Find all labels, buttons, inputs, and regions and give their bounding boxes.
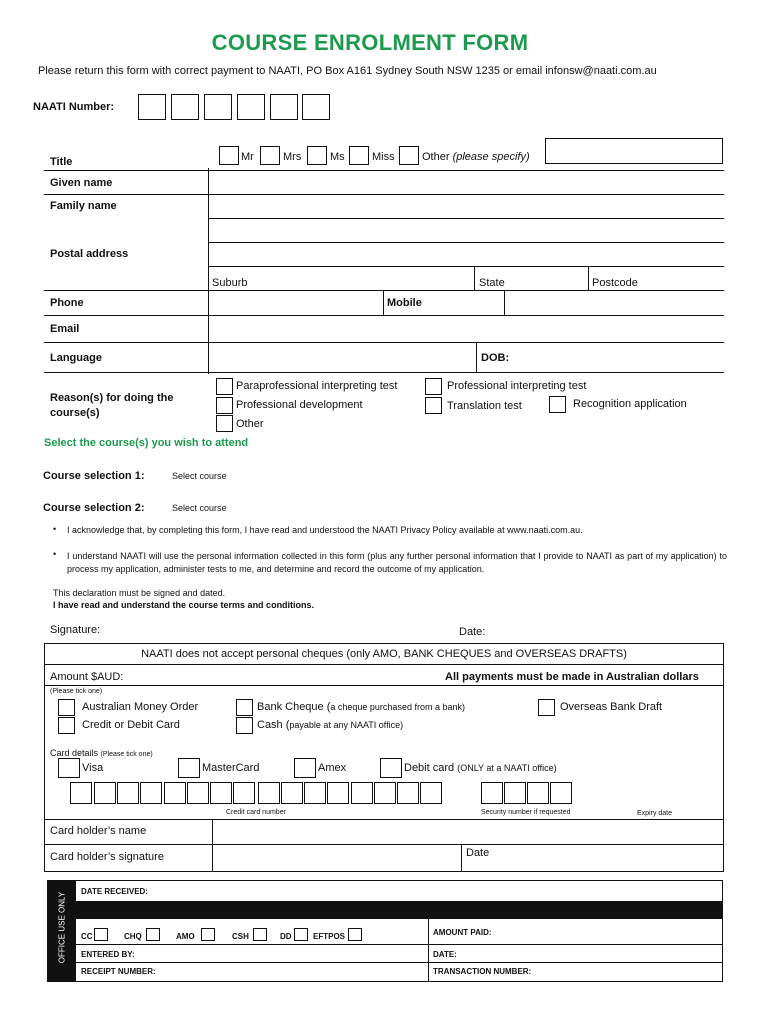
overseas-draft-label: Overseas Bank Draft [560, 701, 663, 713]
csh-label: CSH [232, 932, 249, 941]
office-use-section [75, 880, 723, 982]
card-holder-signature-label: Card holder’s signature [50, 851, 164, 863]
office-cc-checkbox[interactable] [94, 928, 108, 941]
title-other-input[interactable] [545, 138, 723, 164]
title-label: Title [50, 156, 73, 168]
security-number-digit[interactable] [550, 782, 572, 804]
card-number-caption: Credit card number [226, 809, 286, 816]
language-label: Language [50, 352, 102, 364]
title-miss-checkbox[interactable] [349, 146, 369, 165]
card-number-digit[interactable] [327, 782, 349, 804]
naati-number-digit[interactable] [270, 94, 298, 120]
credit-debit-checkbox[interactable] [58, 717, 75, 734]
title-ms-checkbox[interactable] [307, 146, 327, 165]
bank-cheque-note: a cheque purchased from a bank) [330, 702, 465, 712]
expiry-caption: Expiry date [637, 810, 673, 817]
debit-card-note: (ONLY at a NAATI office) [457, 763, 557, 773]
reason-translation-checkbox[interactable] [425, 397, 442, 414]
naati-number-digit[interactable] [171, 94, 199, 120]
debit-card-text: Debit card [404, 762, 455, 774]
tick-one-note: (Please tick one) [50, 688, 103, 695]
naati-number-digit[interactable] [237, 94, 265, 120]
reason-translation-label: Translation test [447, 400, 522, 412]
card-number-digit[interactable] [140, 782, 162, 804]
reason-professional-interpreting-checkbox[interactable] [425, 378, 442, 395]
bank-cheque-label [257, 701, 465, 713]
amex-checkbox[interactable] [294, 758, 316, 778]
naati-number-digit[interactable] [302, 94, 330, 120]
cash-text: Cash ( [257, 719, 290, 731]
bank-cheque-text: Bank Cheque ( [257, 701, 331, 713]
office-dd-checkbox[interactable] [294, 928, 308, 941]
payment-notice: NAATI does not accept personal cheques (only AMO, BANK CHEQUES and OVERSEAS DRAFTS) [141, 648, 627, 660]
office-dark-bar [75, 901, 723, 919]
postal-address-label: Postal address [50, 248, 129, 260]
title-other-label [422, 151, 530, 163]
title-mrs-checkbox[interactable] [260, 146, 280, 165]
card-holder-name-label: Card holder’s name [50, 825, 147, 837]
given-name-label: Given name [50, 177, 113, 189]
cash-note: payable at any NAATI office) [289, 720, 404, 730]
card-number-digit[interactable] [94, 782, 116, 804]
amo-label: Australian Money Order [82, 701, 199, 713]
course-selection-1-dropdown[interactable]: Select course [172, 471, 227, 481]
reason-professional-development-label: Professional development [236, 399, 363, 411]
card-number-digit[interactable] [258, 782, 280, 804]
visa-label: Visa [82, 762, 104, 774]
reason-other-checkbox[interactable] [216, 415, 233, 432]
amo-office-label: AMO [176, 932, 195, 941]
declaration-bullet-icon: • [53, 549, 57, 559]
reason-other-label: Other [236, 418, 264, 430]
phone-label: Phone [50, 297, 84, 309]
office-chq-checkbox[interactable] [146, 928, 160, 941]
title-mr-checkbox[interactable] [219, 146, 239, 165]
declaration-date-label: Date: [459, 626, 486, 638]
card-number-digit[interactable] [70, 782, 92, 804]
security-number-digit[interactable] [527, 782, 549, 804]
postal-address-input[interactable] [210, 219, 722, 265]
declaration-terms: I have read and understand the course terms and conditions. [53, 600, 315, 610]
declaration-note: This declaration must be signed and dated. [53, 588, 226, 598]
chq-label: CHQ [124, 932, 142, 941]
card-holder-name-input[interactable] [214, 820, 722, 843]
given-name-input[interactable] [210, 171, 722, 193]
declaration-bullet-icon: • [53, 524, 57, 534]
card-number-digit[interactable] [164, 782, 186, 804]
declaration-use: I understand NAATI will use the personal information collected in this form (plus any further personal information that I provide to NAATI as part of my application) to process my application, administer tests to me, and determine and record the outcome of my application. [67, 551, 727, 574]
amo-checkbox[interactable] [58, 699, 75, 716]
office-date-label: DATE: [433, 950, 457, 959]
course-selection-1-label: Course selection 1: [43, 470, 145, 482]
title-miss-label: Miss [372, 151, 395, 163]
naati-number-digit[interactable] [138, 94, 166, 120]
cash-label [257, 719, 403, 731]
mobile-label: Mobile [387, 297, 422, 309]
reason-paraprofessional-checkbox[interactable] [216, 378, 233, 395]
title-other-text: Other [422, 151, 450, 163]
receipt-number-label: RECEIPT NUMBER: [81, 967, 156, 976]
email-label: Email [50, 323, 80, 335]
form-subtitle: Please return this form with correct payment to NAATI, PO Box A161 Sydney South NSW 1235 or email infonsw@naati.com.au [38, 65, 657, 77]
card-number-digit[interactable] [374, 782, 396, 804]
office-amo-checkbox[interactable] [201, 928, 215, 941]
date-received-label: DATE RECEIVED: [81, 887, 148, 896]
mastercard-checkbox[interactable] [178, 758, 200, 778]
declaration-privacy: I acknowledge that, by completing this form, I have read and understood the NAATI Privacy Policy available at www.naati.com.au. [67, 525, 583, 535]
transaction-number-label: TRANSACTION NUMBER: [433, 967, 532, 976]
state-label: State [479, 277, 505, 289]
amex-label: Amex [318, 762, 347, 774]
course-selection-2-dropdown[interactable]: Select course [172, 503, 227, 513]
card-number-digit[interactable] [187, 782, 209, 804]
card-number-digit[interactable] [281, 782, 303, 804]
dd-label: DD [280, 932, 292, 941]
courses-heading: Select the course(s) you wish to attend [44, 437, 249, 449]
course-selection-2-label: Course selection 2: [43, 502, 145, 514]
naati-number-digit[interactable] [204, 94, 232, 120]
cash-checkbox[interactable] [236, 717, 253, 734]
reason-paraprofessional-label: Paraprofessional interpreting test [236, 380, 398, 392]
security-number-digit[interactable] [481, 782, 503, 804]
office-eftpos-checkbox[interactable] [348, 928, 362, 941]
mastercard-label: MasterCard [202, 762, 260, 774]
card-holder-date-label: Date [466, 847, 490, 859]
title-mrs-label: Mrs [283, 151, 302, 163]
title-mr-label: Mr [241, 151, 254, 163]
card-number-digit[interactable] [420, 782, 442, 804]
title-ms-label: Ms [330, 151, 345, 163]
naati-number-label: NAATI Number: [33, 101, 115, 113]
family-name-input[interactable] [210, 195, 722, 217]
card-details-text: Card details [50, 748, 99, 758]
eftpos-label: EFTPOS [313, 932, 346, 941]
dob-label: DOB: [481, 352, 510, 364]
card-number-digit[interactable] [117, 782, 139, 804]
debit-card-label [404, 762, 557, 774]
family-name-label: Family name [50, 200, 117, 212]
reason-professional-development-checkbox[interactable] [216, 397, 233, 414]
reason-recognition-label: Recognition application [573, 398, 687, 410]
entered-by-label: ENTERED BY: [81, 950, 135, 959]
amount-paid-label: AMOUNT PAID: [433, 928, 492, 937]
security-number-caption: Security number if requested [481, 809, 571, 816]
cc-label: CC [81, 932, 93, 941]
visa-checkbox[interactable] [58, 758, 80, 778]
overseas-draft-checkbox[interactable] [538, 699, 555, 716]
card-number-digit[interactable] [210, 782, 232, 804]
card-number-digit[interactable] [397, 782, 419, 804]
debit-card-checkbox[interactable] [380, 758, 402, 778]
card-number-digit[interactable] [304, 782, 326, 804]
amount-label: Amount $AUD: [50, 671, 124, 683]
office-use-only-label: OFFICE USE ONLY [57, 891, 67, 964]
card-number-digit[interactable] [233, 782, 255, 804]
card-details-tick: (Please tick one) [100, 751, 153, 758]
suburb-label: Suburb [212, 277, 248, 289]
card-number-digit[interactable] [351, 782, 373, 804]
reason-recognition-checkbox[interactable] [549, 396, 566, 413]
card-details-label [50, 748, 153, 758]
form-title: COURSE ENROLMENT FORM [211, 30, 529, 55]
reasons-label: Reason(s) for doing the course(s) [50, 392, 174, 419]
signature-label: Signature: [50, 624, 101, 636]
office-csh-checkbox[interactable] [253, 928, 267, 941]
postcode-label: Postcode [592, 277, 638, 289]
bank-cheque-checkbox[interactable] [236, 699, 253, 716]
security-number-digit[interactable] [504, 782, 526, 804]
title-other-checkbox[interactable] [399, 146, 419, 165]
aud-note: All payments must be made in Australian dollars [445, 671, 699, 683]
reason-professional-interpreting-label: Professional interpreting test [447, 380, 587, 392]
credit-debit-label: Credit or Debit Card [82, 719, 180, 731]
title-other-specify: (please specify) [452, 151, 530, 163]
